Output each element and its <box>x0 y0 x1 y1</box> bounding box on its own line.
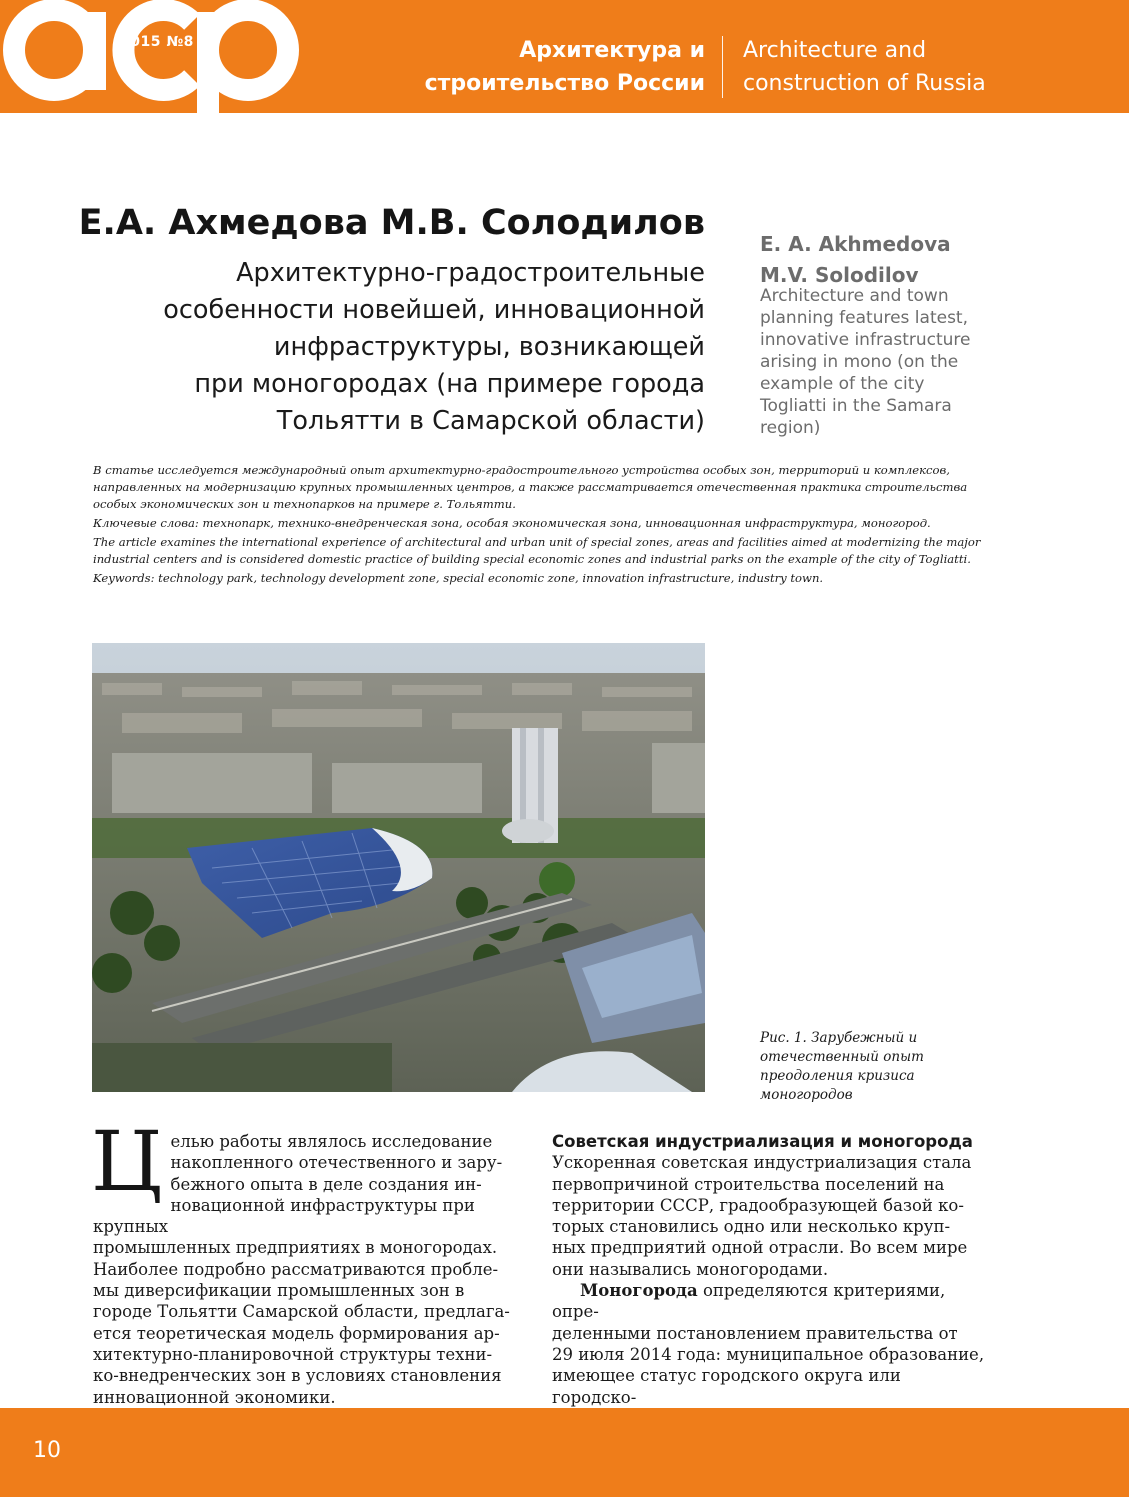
keywords-en: Keywords: technology park, technology development zone, special economic zone, innovation infrastructure, industry town. <box>93 571 824 585</box>
abstract-en: The article examines the international experience of architectural and urban unit of special zones, areas and facilities aimed at modernizing the major industrial centers and is considered domestic practice of building special economic zones and industrial parks on the example of the city of Togliatti. <box>93 535 981 566</box>
term-monogoroda: Моногорода <box>580 1281 698 1301</box>
abstract-ru: В статье исследуется международный опыт архитектурно-градостроительного устройства особых зон, территорий и комплексов, направленных на модернизацию крупных промышленных центров, а также рассматривается отечественная практика строительства особых экономических зон и технопарков на примере г. Тольятти. <box>93 463 968 511</box>
acp-logo <box>0 0 300 113</box>
keywords-ru: Ключевые слова: технопарк, технико-внедренческая зона, особая экономическая зона, инновационная инфраструктура, моногород. <box>93 516 931 530</box>
body-column-2: Советская индустриализация и моногорода Ускоренная советская индустриализация стала первопричиной строительства поселений на территории СССР, градообразующей базой ко- торых становились одно или несколько круп- ных предприятий одной отрасли. Во всем мире они назывались моногородами. Моногорода определяются критериями, опре- деленными постановлением правительства от 29 июля 2014 года: муниципальное образование, имеющее статус городского округа или городско- <box>552 1131 989 1429</box>
journal-title-ru: Архитектура и строительство России <box>424 38 705 96</box>
issue-label: 2015 №8 <box>120 34 194 50</box>
section-heading: Советская индустриализация и моногорода <box>552 1132 973 1151</box>
drop-cap: Ц <box>91 1115 163 1210</box>
article-title-en: Architecture and town planning features latest, innovative infrastructure arising in mono (on the example of the city Togliatti in the Samara region) <box>760 286 971 438</box>
article-title-ru: Архитектурно-градостроительные особенности новейшей, инновационной инфраструктуры, возникающей при моногородах (на примере города Тольятти в Самарской области) <box>163 258 705 436</box>
journal-title-en: Architecture and construction of Russia <box>743 38 986 96</box>
abstract <box>93 462 998 589</box>
authors-en: E. A. Akhmedova M.V. Solodilov <box>760 232 951 287</box>
figure-caption: Рис. 1. Зарубежный и отечественный опыт преодоления кризиса моногородов <box>760 1030 924 1103</box>
authors-ru: Е.А. Ахмедова М.В. Солодилов <box>78 203 705 243</box>
body-column-1: Ц елью работы являлось исследование накопленного отечественного и зару- бежного опыта в деле создания ин- новационной инфраструктуры при крупных промышленных предприятиях в моногородах. Наиболее подробно рассматриваются пробле- мы диверсификации промышленных зон в городе Тольятти Самарской области, предлага- ется теоретическая модель формирования ар- хитектурно-планировочной структуры техни- ко-внедренческих зон в условиях становления инновационной экономики. <box>91 1115 510 1407</box>
page-number: 10 <box>33 1438 61 1463</box>
header-divider <box>722 36 723 98</box>
aerial-city-photo <box>92 643 705 1092</box>
footer-band <box>0 1408 1129 1497</box>
header-band <box>0 0 1129 113</box>
